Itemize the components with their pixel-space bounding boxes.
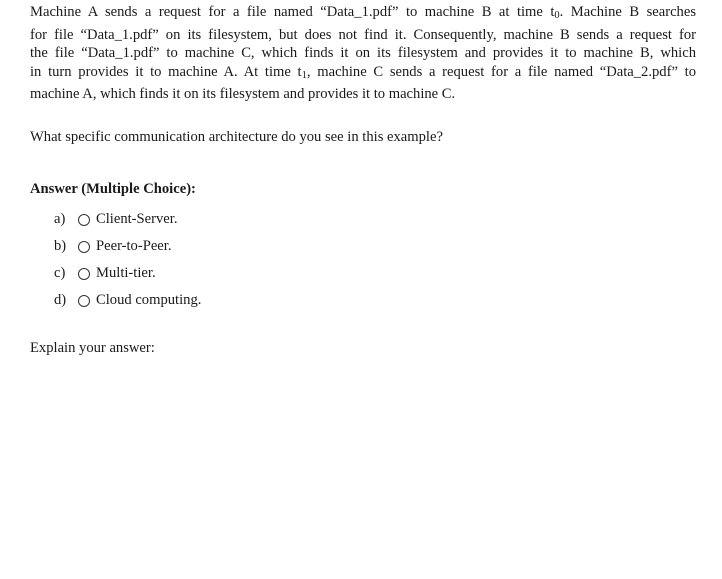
paragraph-line: the file “Data_1.pdf” to machine C, which finds it on its filesystem and provides it to machine B, which [30,45,696,62]
option-b[interactable] [54,233,201,260]
question-text: What specific communication architecture do you see in this example? [30,129,443,145]
radio-button[interactable] [78,295,90,307]
option-letter: c) [54,265,66,281]
radio-button[interactable] [78,268,90,280]
option-label: Cloud computing. [96,292,202,308]
problem-paragraph [30,3,696,104]
explain-prompt: Explain your answer: [30,340,155,356]
radio-button[interactable] [78,241,90,253]
option-letter: d) [54,292,67,308]
paragraph-line: machine A, which finds it on its filesystem and provides it to machine C. [30,86,456,103]
answer-options [54,206,201,314]
option-label: Client-Server. [96,211,178,227]
option-label: Peer-to-Peer. [96,238,172,254]
option-letter: a) [54,211,66,227]
option-c[interactable] [54,260,201,287]
option-a[interactable] [54,206,201,233]
option-d[interactable] [54,287,201,314]
radio-button[interactable] [78,214,90,226]
paragraph-line: Machine A sends a request for a file named “Data_1.pdf” to machine B at time t0. Machine B searches [30,4,696,21]
option-label: Multi-tier. [96,265,156,281]
paragraph-line: in turn provides it to machine A. At time t1, machine C sends a request for a file named “Data_2.pdf” to [30,63,697,81]
option-letter: b) [54,238,67,254]
paragraph-line: for file “Data_1.pdf” on its filesystem, but does not find it. Consequently, machine B sends a request for [30,26,696,43]
answer-heading: Answer (Multiple Choice): [30,181,196,197]
